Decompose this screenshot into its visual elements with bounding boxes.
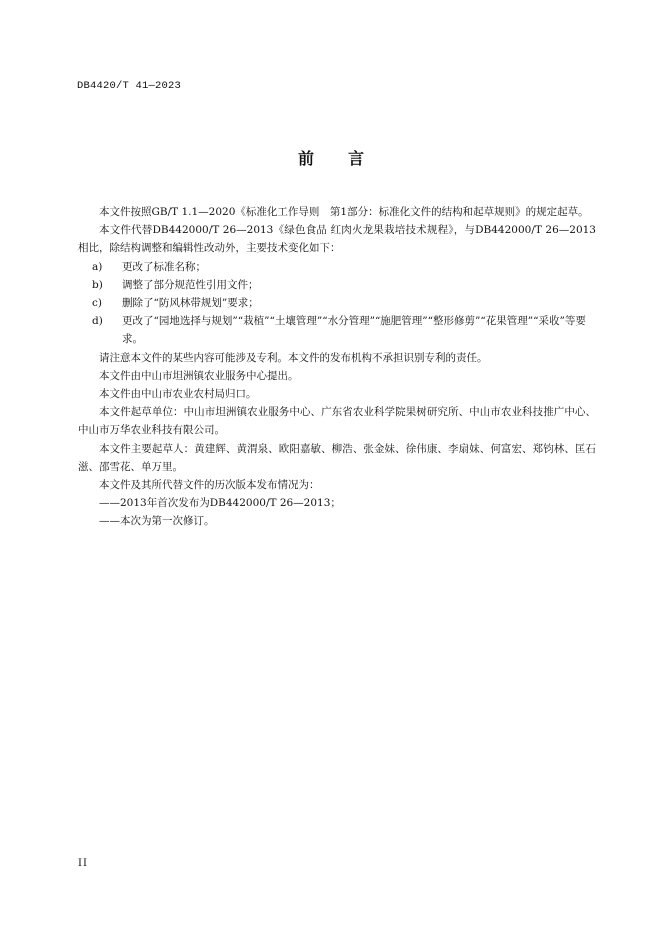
changes-list: [78, 258, 596, 349]
paragraph-drafting-rules: 本文件按照GB/T 1.1—2020《标准化工作导则 第1部分：标准化文件的结构和起草规则》的规定起草。: [99, 206, 589, 218]
document-code: DB4420/T 41—2023: [77, 80, 182, 92]
paragraph-replacement: 本文件代替DB442000/T 26—2013《绿色食品 红肉火龙果栽培技术规程》，与DB442000/T 26—2013相比，除结构调整和编辑性改动外，主要技术变化如下：: [78, 224, 596, 255]
list-item: [78, 294, 596, 312]
paragraph-proposer: 本文件由中山市坦洲镇农业服务中心提出。: [99, 369, 299, 382]
page-number: II: [78, 858, 88, 869]
list-marker: b): [92, 278, 103, 291]
list-item-text: 调整了部分规范性引用文件；: [122, 278, 259, 291]
list-item-text: 更改了标准名称；: [122, 260, 206, 273]
list-marker: a): [92, 260, 103, 273]
list-item: [78, 312, 596, 348]
list-item: [78, 276, 596, 294]
list-marker: c): [92, 297, 102, 310]
list-item-text: 删除了“防风林带规划”要求；: [122, 297, 259, 310]
paragraph-drafters: 本文件主要起草人：黄建辉、黄渭泉、欧阳嘉敏、柳浩、张金妹、徐伟康、李扇妹、何富宏、郑钧林、匡石滋、邵雪花、单万里。: [78, 442, 596, 473]
history-line-revision: ——本次为第一次修订。: [99, 515, 215, 528]
list-marker: d): [92, 315, 103, 328]
list-item-text: 更改了“园地选择与规划”“栽植”“土壤管理”“水分管理”“施肥管理”“整形修剪”“花果管理”“采收”等要求。: [122, 315, 586, 346]
paragraph-version-history: 本文件及其所代替文件的历次版本发布情况为：: [99, 479, 320, 492]
paragraph-administrator: 本文件由中山市农业农村局归口。: [99, 388, 257, 401]
paragraph-patent-notice: 请注意本文件的某些内容可能涉及专利。本文件的发布机构不承担识别专利的责任。: [99, 351, 488, 364]
page-title: 前言: [297, 149, 398, 168]
foreword-body: [78, 203, 596, 531]
history-line-first-release: ——2013年首次发布为DB442000/T 26—2013；: [99, 497, 341, 510]
list-item: [78, 258, 596, 276]
paragraph-drafting-units: 本文件起草单位：中山市坦洲镇农业服务中心、广东省农业科学院果树研究所、中山市农业科技推广中心、中山市万华农业科技有限公司。: [78, 406, 596, 437]
